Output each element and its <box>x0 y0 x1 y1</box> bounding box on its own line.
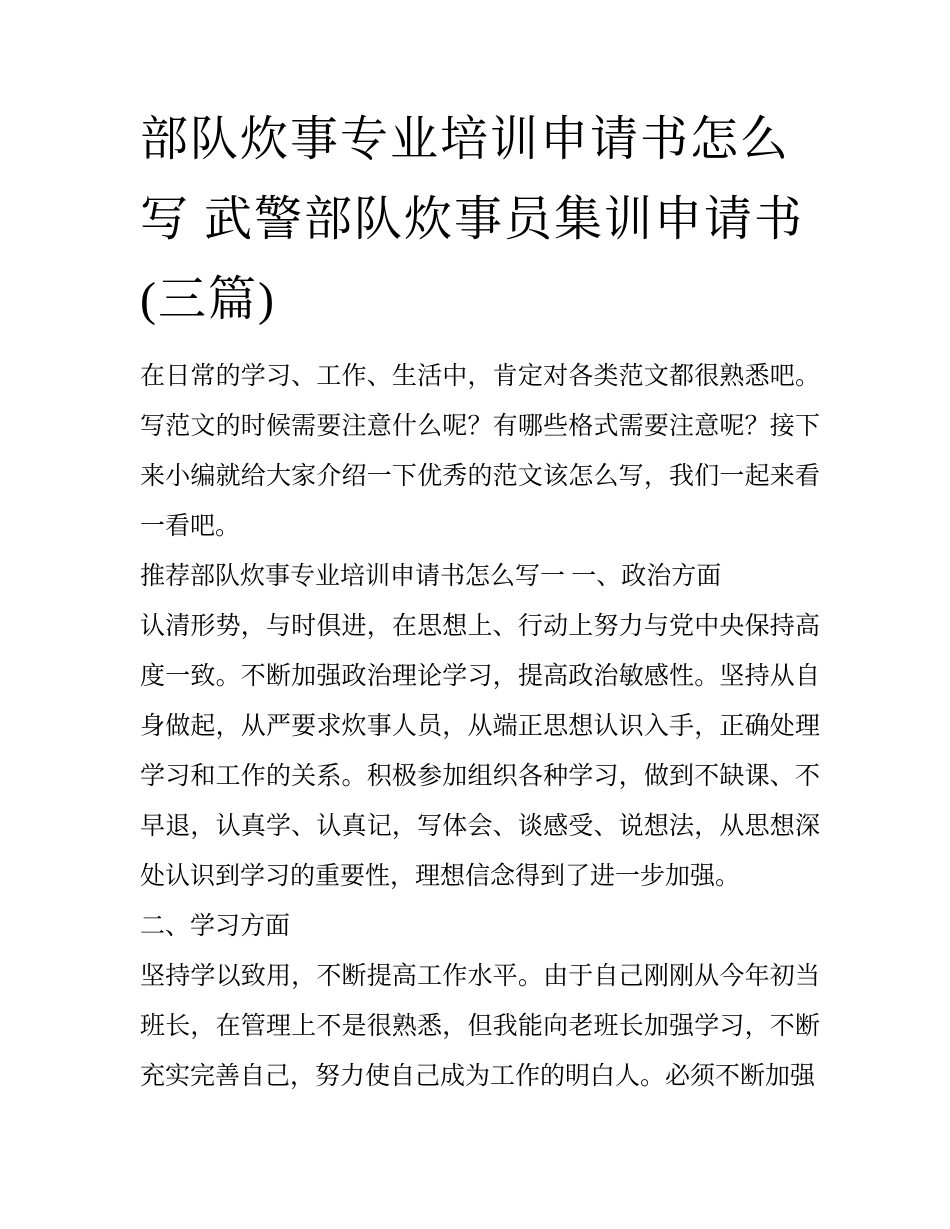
paragraph-political-aspect: 认清形势，与时俱进，在思想上、行动上努力与党中央保持高度一致。不断加强政治理论学习，提高政治敏感性。坚持从自身做起，从严要求炊事人员，从端正思想认识入手，正确处理学习和工作的关系。积极参加组织各种学习，做到不缺课、不早退，认真学、认真记，写体会、谈感受、说想法，从思想深处认识到学习的重要性，理想信念得到了进一步加强。 <box>140 613 820 890</box>
paragraph-recommend-heading: 推荐部队炊事专业培训申请书怎么写一 一、政治方面 <box>140 563 722 590</box>
document-body <box>140 352 820 1102</box>
paragraph-study-aspect: 坚持学以致用，不断提高工作水平。由于自己刚刚从今年初当班长，在管理上不是很熟悉，但我能向老班长加强学习，不断充实完善自己，努力使自己成为工作的明白人。必须不断加强 <box>140 963 820 1090</box>
document-title: 部队炊事专业培训申请书怎么写 武警部队炊事员集训申请书(三篇) <box>140 113 805 326</box>
heading-study-aspect: 二、学习方面 <box>140 913 291 940</box>
paragraph-intro: 在日常的学习、工作、生活中，肯定对各类范文都很熟悉吧。写范文的时候需要注意什么呢？有哪些格式需要注意呢？接下来小编就给大家介绍一下优秀的范文该怎么写，我们一起来看一看吧。 <box>140 363 820 540</box>
